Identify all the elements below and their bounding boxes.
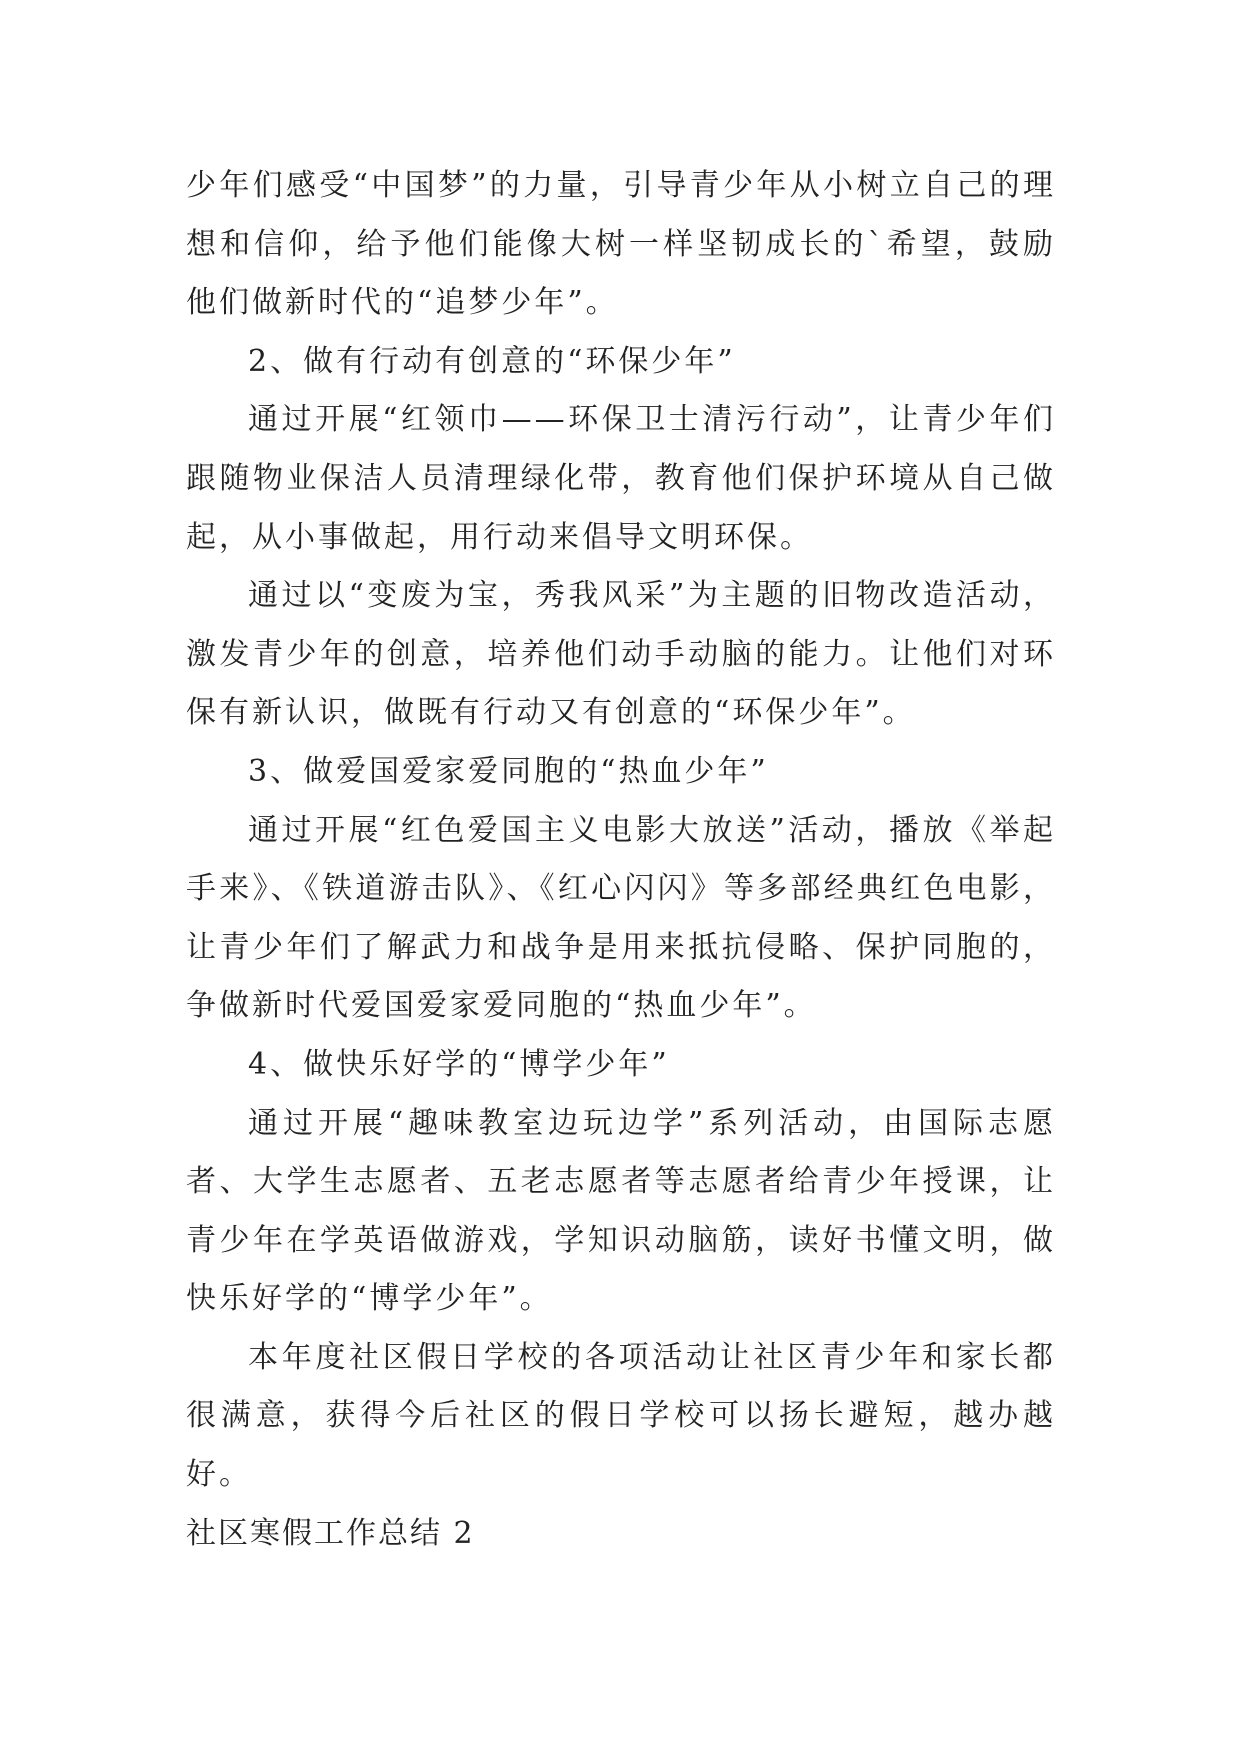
paragraph-recycling-activity: 通过以“变废为宝，秀我风采”为主题的旧物改造活动，激发青少年的创意，培养他们动手动脑的能力。让他们对环保有新认识，做既有行动又有创意的“环保少年”。 [186,578,1056,731]
paragraph-year-summary: 本年度社区假日学校的各项活动让社区青少年和家长都很满意，获得今后社区的假日学校可以扬长避短，越办越好。 [186,1339,1056,1493]
heading-learning-youth: 4、做快乐好学的“博学少年” [248,1046,670,1082]
paragraph-continuation: 少年们感受“中国梦”的力量，引导青少年从小树立自己的理想和信仰，给予他们能像大树一样坚韧成长的`希望，鼓励他们做新时代的“追梦少年”。 [186,168,1056,321]
paragraph-classroom-activity: 通过开展“趣味教室边玩边学”系列活动，由国际志愿者、大学生志愿者、五老志愿者等志愿者给青少年授课，让青少年在学英语做游戏，学知识动脑筋，读好书懂文明，做快乐好学的“博学少年”。 [186,1105,1056,1317]
document-body [186,157,1056,1563]
section-title: 社区寒假工作总结 2 [186,1515,475,1551]
heading-patriotic-youth: 3、做爱国爱家爱同胞的“热血少年” [248,753,769,789]
paragraph-movie-activity: 通过开展“红色爱国主义电影大放送”活动，播放《举起手来》、《铁道游击队》、《红心闪闪》等多部经典红色电影，让青少年们了解武力和战争是用来抵抗侵略、保护同胞的，争做新时代爱国爱家爱同胞的“热血少年”。 [186,812,1056,1024]
heading-environment-youth: 2、做有行动有创意的“环保少年” [248,343,736,379]
paragraph-cleanup-activity: 通过开展“红领巾——环保卫士清污行动”，让青少年们跟随物业保洁人员清理绿化带，教育他们保护环境从自己做起，从小事做起，用行动来倡导文明环保。 [186,402,1056,555]
